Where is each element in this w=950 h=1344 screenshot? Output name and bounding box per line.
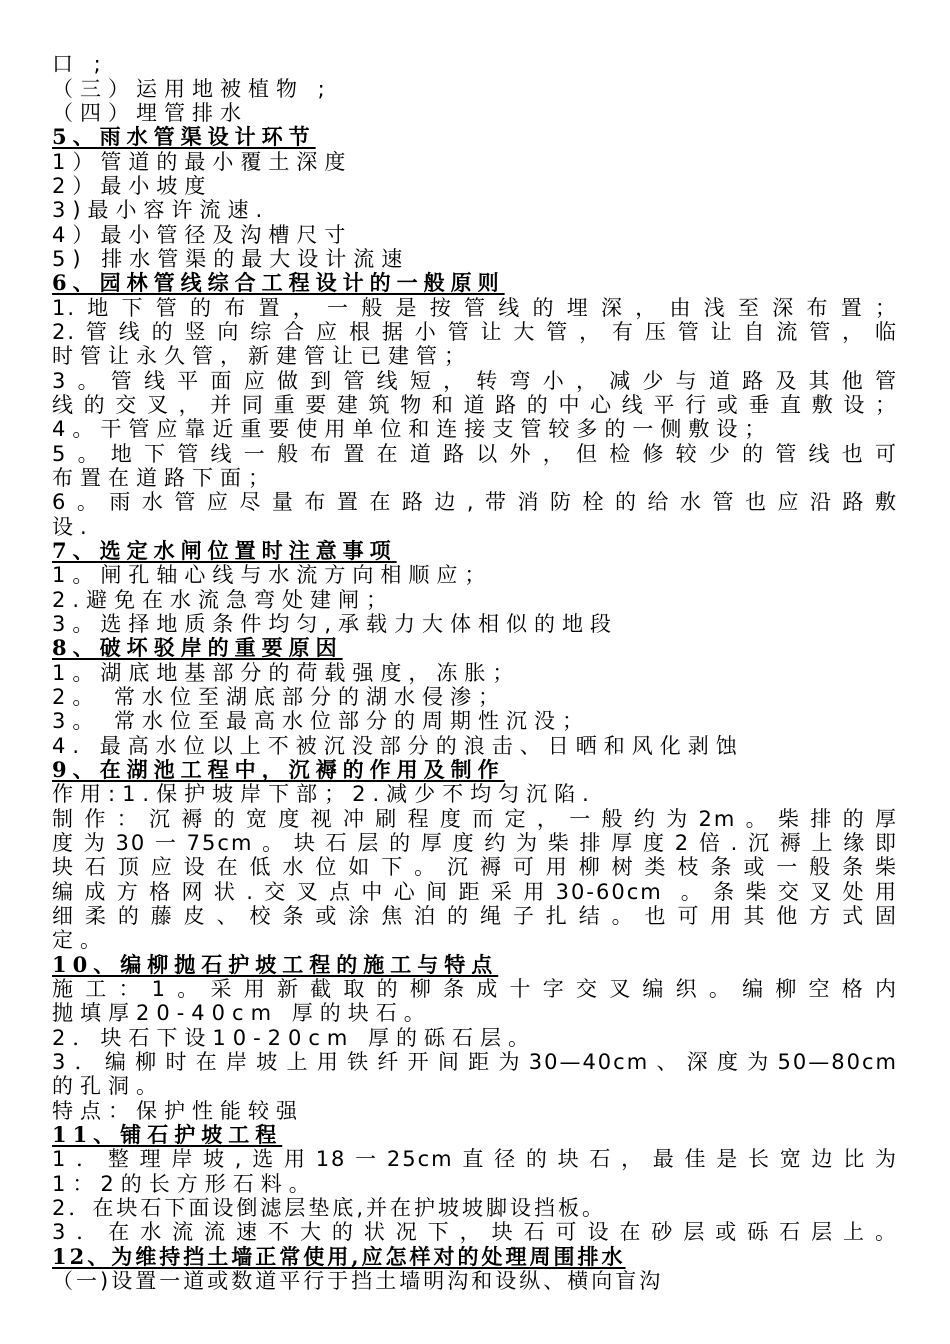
text-line: 6。雨水管应尽量布置在路边,带消防栓的给水管也应沿路敷 xyxy=(52,490,898,514)
section-heading-12: 12、为维持挡土墙正常使用,应怎样对的处理周围排水 xyxy=(52,1244,626,1269)
text-line: 时管让永久管，新建管让已建管； xyxy=(52,344,472,368)
text-line: 2．块石下设10-20cm 厚的砾石层。 xyxy=(52,1026,537,1050)
text-line: 线的交叉，并同重要建筑物和道路的中心线平行或垂直敷设； xyxy=(52,393,898,417)
text-line: 1：2的长方形石料。 xyxy=(52,1172,317,1196)
text-line: 布置在道路下面； xyxy=(52,466,276,490)
section-heading-8: 8、破坏驳岸的重要原因 xyxy=(52,635,343,660)
text-line: 5。地下管线一般布置在道路以外，但检修较少的管线也可 xyxy=(52,442,898,466)
section-heading-9: 9、在湖池工程中，沉褥的作用及制作 xyxy=(52,757,505,782)
text-line: 细柔的藤皮、校条或涂焦泊的绳子扎结。也可用其他方式固 xyxy=(52,904,898,928)
text-line: 3)最小容许流速. xyxy=(52,198,270,222)
section-heading-11: 11、铺石护坡工程 xyxy=(52,1122,283,1147)
text-line: 特点：保护性能较强 xyxy=(52,1099,304,1123)
section-heading-10: 10、编柳抛石护坡工程的施工与特点 xyxy=(52,952,499,977)
text-line: 度为30一75cm。块石层的厚度约为柴排厚度2倍.沉褥上缘即 xyxy=(52,831,898,855)
text-line: （三）运用地被植物 ; xyxy=(52,77,332,101)
text-line: 1）管道的最小覆土深度 xyxy=(52,150,353,174)
text-line: 2．在块石下面设倒滤层垫底,并在护坡坡脚设挡板。 xyxy=(52,1196,607,1220)
section-heading-6: 6、园林管线综合工程设计的一般原则 xyxy=(52,270,505,295)
text-line: 3。选择地质条件均匀,承载力大体相似的地段 xyxy=(52,612,619,636)
text-line: 2.避免在水流急弯处建闸； xyxy=(52,588,395,612)
text-line: 1。闸孔轴心线与水流方向相顺应； xyxy=(52,563,493,587)
text-line: 2.管线的竖向综合应根据小管让大管，有压管让自流管，临 xyxy=(52,320,898,344)
text-line: 3。管线平面应做到管线短，转弯小，减少与道路及其他管 xyxy=(52,369,898,393)
text-line: 的孔洞。 xyxy=(52,1074,164,1098)
text-line: 设. xyxy=(52,515,94,539)
text-line: 1．整理岸坡,选用18一25cm直径的块石，最佳是长宽边比为 xyxy=(52,1147,898,1171)
text-line: 口 ; xyxy=(52,52,108,76)
text-line: 1.地下管的布置，一般是按管线的埋深，由浅至深布置； xyxy=(52,296,898,320)
text-line: （一)设置一道或数道平行于挡土墙明沟和设纵、横向盲沟 xyxy=(52,1269,664,1293)
text-line: 3．在水流流速不大的状况下，块石可设在砂层或砾石层上。 xyxy=(52,1220,898,1244)
text-line: 2）最小坡度 xyxy=(52,174,213,198)
text-line: 作用:1.保护坡岸下部；2.减少不均匀沉陷. xyxy=(52,782,596,806)
text-line: （四）埋管排水 xyxy=(52,101,248,125)
text-line: 定。 xyxy=(52,928,108,952)
text-line: 1。湖底地基部分的荷载强度，冻胀； xyxy=(52,661,521,685)
section-heading-5: 5、雨水管渠设计环节 xyxy=(52,124,316,149)
text-line: 抛填厚20-40cm 厚的块石。 xyxy=(52,1001,432,1025)
text-line: 施工：1。采用新截取的柳条成十字交叉编织。编柳空格内 xyxy=(52,977,898,1001)
text-line: 制作：沉褥的宽度视冲刷程度而定，一般约为2m。柴排的厚 xyxy=(52,807,898,831)
section-heading-7: 7、选定水闸位置时注意事项 xyxy=(52,538,397,563)
text-line: 3。 常水位至最高水位部分的周期性沉没； xyxy=(52,709,591,733)
text-line: 3．编柳时在岸坡上用铁纤开间距为30—40cm、深度为50—80cm xyxy=(52,1050,898,1074)
text-line: 5) 排水管渠的最大设计流速 xyxy=(52,247,410,271)
text-line: 4. 最高水位以上不被沉没部分的浪击、日晒和风化剥蚀 xyxy=(52,734,744,758)
text-line: 4。干管应靠近重要使用单位和连接支管较多的一侧敷设； xyxy=(52,417,773,441)
text-line: 编成方格网状.交叉点中心间距采用30-60cm 。条柴交叉处用 xyxy=(52,880,898,904)
text-line: 块石顶应设在低水位如下。沉褥可用柳树类枝条或一般条柴 xyxy=(52,855,898,879)
text-line: 4）最小管径及沟槽尺寸 xyxy=(52,223,353,247)
text-line: 2。 常水位至湖底部分的湖水侵渗； xyxy=(52,685,507,709)
